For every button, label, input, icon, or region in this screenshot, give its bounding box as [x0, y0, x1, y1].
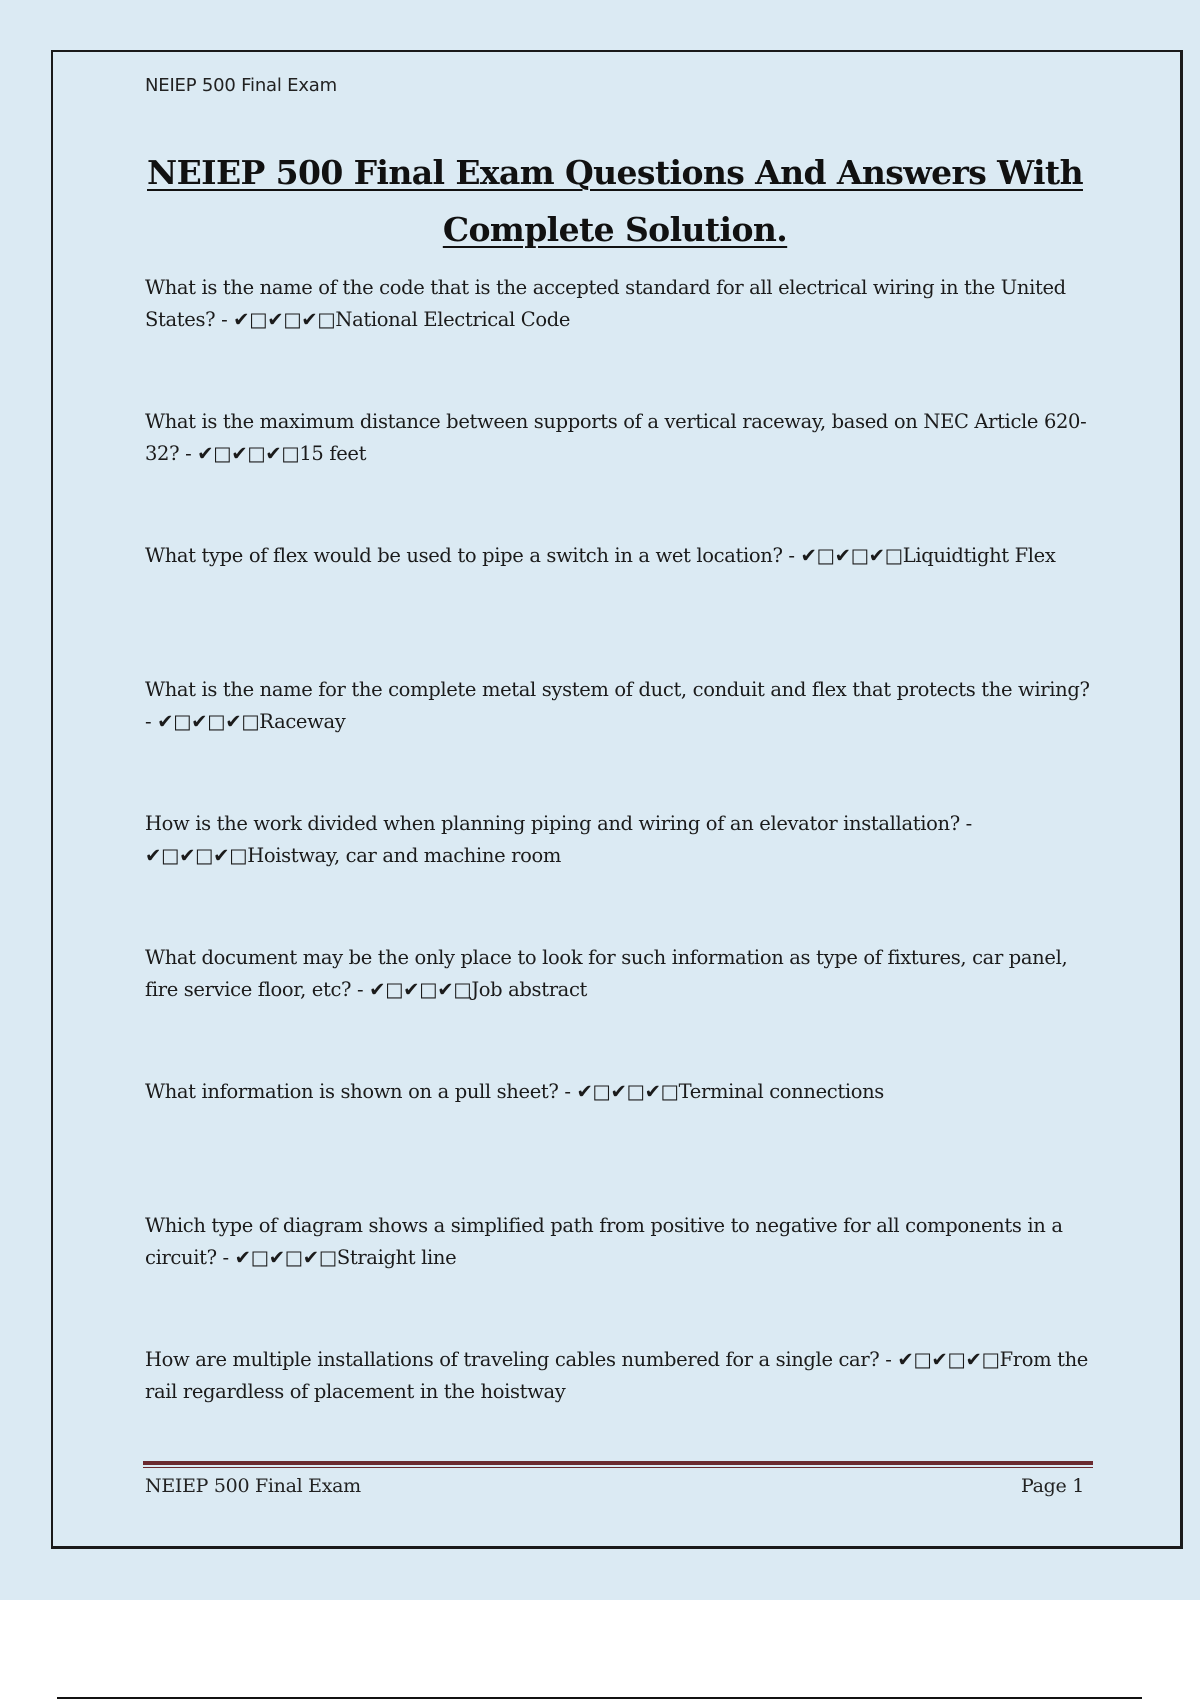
question-text: What information is shown on a pull sheet? — [145, 1080, 559, 1103]
qa-item — [145, 1344, 1095, 1478]
separator: - — [179, 442, 198, 465]
footer-title: NEIEP 500 Final Exam — [145, 1475, 361, 1497]
separator: - — [782, 544, 801, 567]
qa-item — [145, 272, 1095, 406]
check-marks: ✔□✔□✔□ — [800, 544, 903, 567]
answer-text: Liquidtight Flex — [902, 544, 1056, 567]
separator: - — [959, 812, 978, 835]
check-marks: ✔□✔□✔□ — [233, 308, 336, 331]
answer-text: Raceway — [259, 710, 346, 733]
check-marks: ✔□✔□✔□ — [897, 1348, 1000, 1371]
question-text: What document may be the only place to look for such information as type of fixtures, car panel, fire service floor, etc? — [145, 946, 1068, 1001]
page-number: Page 1 — [1021, 1475, 1084, 1497]
question-text: What is the name of the code that is the accepted standard for all electrical wiring in the United States? — [145, 276, 1066, 331]
answer-text: Hoistway, car and machine room — [247, 844, 562, 867]
answer-text: Straight line — [336, 1246, 457, 1269]
next-page-edge — [57, 1697, 1142, 1699]
check-marks: ✔□✔□✔□ — [234, 1246, 337, 1269]
footer-rule — [143, 1461, 1093, 1468]
check-marks: ✔□✔□✔□ — [369, 978, 472, 1001]
answer-text: Terminal connections — [678, 1080, 884, 1103]
check-marks: ✔□✔□✔□ — [157, 710, 260, 733]
document-title: NEIEP 500 Final Exam Questions And Answers With Complete Solution. — [147, 153, 1083, 249]
qa-list — [145, 272, 1095, 1478]
qa-item — [145, 540, 1095, 674]
check-marks: ✔□✔□✔□ — [197, 442, 300, 465]
answer-text: Job abstract — [471, 978, 588, 1001]
question-text: What is the name for the complete metal system of duct, conduit and flex that protects the wiring? — [145, 678, 1090, 701]
qa-item — [145, 1076, 1095, 1210]
question-text: How is the work divided when planning piping and wiring of an elevator installation? — [145, 812, 960, 835]
answer-text: National Electrical Code — [335, 308, 571, 331]
qa-item — [145, 942, 1095, 1076]
separator: - — [879, 1348, 898, 1371]
running-header: NEIEP 500 Final Exam — [145, 75, 337, 96]
qa-item — [145, 1210, 1095, 1344]
question-text: Which type of diagram shows a simplified path from positive to negative for all components in a circuit? — [145, 1214, 1063, 1269]
qa-item — [145, 808, 1095, 942]
check-marks: ✔□✔□✔□ — [145, 844, 248, 867]
separator: - — [558, 1080, 577, 1103]
separator: - — [215, 308, 234, 331]
question-text: What type of flex would be used to pipe a switch in a wet location? — [145, 544, 783, 567]
question-text: What is the maximum distance between supports of a vertical raceway, based on NEC Article 620-32? — [145, 410, 1087, 465]
separator: - — [145, 678, 1096, 733]
qa-item — [145, 406, 1095, 540]
separator: - — [216, 1246, 235, 1269]
answer-text: From the rail regardless of placement in the hoistway — [145, 1348, 1088, 1403]
qa-item — [145, 674, 1095, 808]
check-marks: ✔□✔□✔□ — [576, 1080, 679, 1103]
question-text: How are multiple installations of traveling cables numbered for a single car? — [145, 1348, 880, 1371]
answer-text: 15 feet — [299, 442, 367, 465]
separator: - — [351, 978, 370, 1001]
